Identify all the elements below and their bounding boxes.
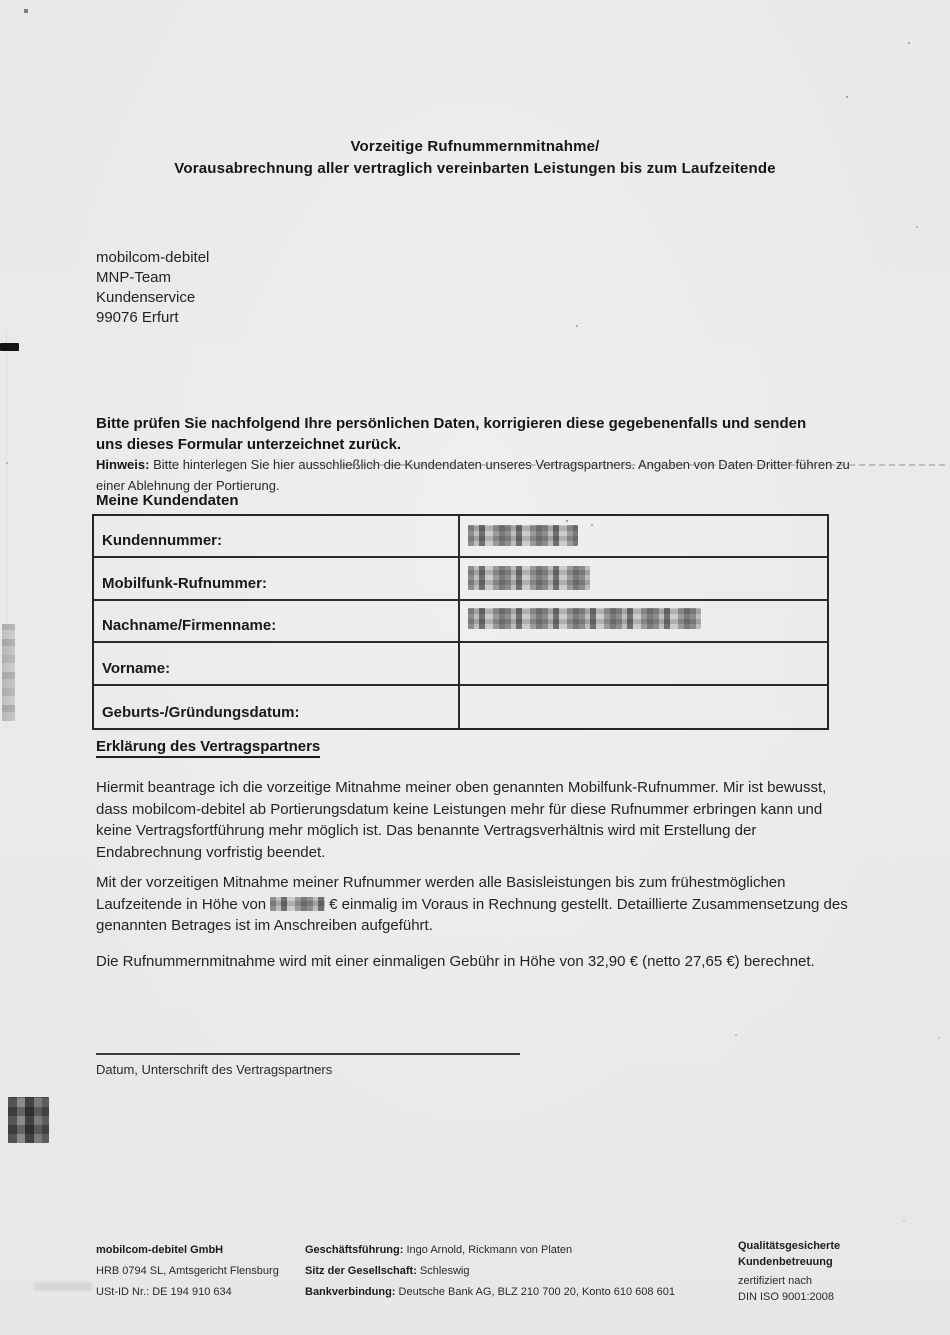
- signature-caption: Datum, Unterschrift des Vertragspartners: [96, 1062, 333, 1077]
- footer-quality-line-2: Kundenbetreuung: [738, 1255, 833, 1268]
- recipient-address-block: [96, 248, 209, 328]
- redacted-surname: [468, 608, 701, 629]
- redaction-stamp-mosaic: [8, 1097, 49, 1143]
- declaration-heading: Erklärung des Vertragspartners: [96, 738, 320, 758]
- declaration-paragraph-2: [96, 872, 858, 937]
- redacted-amount: [270, 897, 325, 911]
- table-row-value-nachname: [460, 601, 827, 643]
- table-row-label-geburtsdatum: [94, 686, 460, 728]
- scan-artifact-strip: [2, 624, 15, 721]
- table-row-label-vorname: [94, 643, 460, 685]
- paragraph-2-after: € einmalig im Voraus in Rechnung gestellt. Detaillierte Zusammensetzung des genannten Betrages ist im Anschreiben aufgeführt.: [96, 895, 848, 934]
- scan-dash-artifacts: [310, 464, 945, 466]
- faint-watermark-smudge: [34, 1282, 92, 1291]
- row-label: Kundennummer:: [102, 532, 222, 550]
- note-label: Hinweis:: [96, 457, 150, 472]
- recipient-line: Kundenservice: [96, 289, 196, 306]
- customer-data-heading: Meine Kundendaten: [96, 492, 239, 509]
- intro-note: [96, 454, 876, 496]
- footer-company-registry: HRB 0794 SL, Amtsgericht Flensburg: [96, 1265, 279, 1277]
- footer-seat-label: Sitz der Gesellschaft:: [305, 1265, 417, 1277]
- customer-data-table: [92, 514, 829, 730]
- table-row-label-kundennummer: [94, 516, 460, 558]
- row-label: Mobilfunk-Rufnummer:: [102, 574, 267, 592]
- footer-seat: [305, 1261, 675, 1282]
- footer-seat-text: Schleswig: [416, 1265, 470, 1277]
- note-text: Bitte hinterlegen Sie hier ausschließlich die Kundendaten unseres Vertragspartners. Angaben von Daten Dritter führen zu einer Ablehnung der Portierung.: [96, 457, 850, 493]
- table-row-label-nachname: [94, 601, 460, 643]
- recipient-line: 99076 Erfurt: [96, 309, 179, 326]
- declaration-paragraph-1: Hiermit beantrage ich die vorzeitige Mitnahme meiner oben genannten Mobilfunk-Rufnummer. Mir ist bewusst, dass mobilcom-debitel ab Portierungsdatum keine Leistungen mehr für diese Rufnummer erbringen kann und keine Vertragsfortführung mehr möglich ist. Das benannte Vertragsverhältnis wird mit Erstellung der Endabrechnung vorfristig beendet.: [96, 779, 827, 861]
- row-label: Vorname:: [102, 659, 171, 677]
- title-line-2: Vorausabrechnung aller vertraglich vereinbarten Leistungen bis zum Laufzeitende: [174, 160, 776, 177]
- declaration-paragraph-3: Die Rufnummernmitnahme wird mit einer einmaligen Gebühr in Höhe von 32,90 € (netto 27,65 €) berechnet.: [96, 953, 815, 970]
- table-row-label-rufnummer: [94, 558, 460, 600]
- footer-certified-line-2: DIN ISO 9001:2008: [738, 1290, 835, 1303]
- paragraph-2-before: Mit der vorzeitigen Mitnahme meiner Rufnummer werden alle Basisleistungen bis zum frühestmöglichen Laufzeitende in Höhe von: [96, 874, 786, 913]
- row-label: Nachname/Firmenname:: [102, 617, 277, 635]
- footer-bank: [305, 1282, 675, 1303]
- signature-line: [96, 1053, 520, 1055]
- redacted-customer-number: [468, 525, 578, 546]
- recipient-line: mobilcom-debitel: [96, 249, 210, 266]
- footer-company-name: mobilcom-debitel GmbH: [96, 1244, 224, 1256]
- document-title: [0, 136, 950, 180]
- footer-bank-label: Bankverbindung:: [305, 1286, 396, 1298]
- footer-management-label: Geschäftsführung:: [305, 1244, 404, 1256]
- footer-bank-text: Deutsche Bank AG, BLZ 210 700 20, Konto 610 608 601: [395, 1286, 675, 1298]
- row-label: Geburts-/Gründungsdatum:: [102, 704, 300, 721]
- footer-quality-column: [738, 1239, 840, 1305]
- recipient-line: MNP-Team: [96, 269, 172, 286]
- footer-management: [305, 1240, 675, 1261]
- title-line-1: Vorzeitige Rufnummernmitnahme/: [350, 138, 600, 155]
- footer-management-text: Ingo Arnold, Rickmann von Platen: [403, 1244, 573, 1256]
- footer-certified-line-1: zertifiziert nach: [738, 1275, 812, 1287]
- table-row-value-geburtsdatum: [460, 686, 827, 728]
- scan-edge-mark: [0, 343, 19, 351]
- table-row-value-vorname: [460, 643, 827, 685]
- redacted-phone-number: [468, 566, 590, 590]
- footer-company-column: [96, 1240, 279, 1303]
- table-row-value-kundennummer: [460, 516, 827, 558]
- intro-instruction-text: Bitte prüfen Sie nachfolgend Ihre persönlichen Daten, korrigieren diese gegebenenfalls und senden uns dieses Formular unterzeichnet zurück.: [96, 415, 807, 453]
- scan-speck-artifacts: [0, 0, 2, 2]
- footer-quality-line-1: Qualitätsgesicherte: [738, 1240, 841, 1252]
- table-row-value-rufnummer: [460, 558, 827, 600]
- footer-legal-column: [305, 1240, 675, 1303]
- footer-company-vat: USt-ID Nr.: DE 194 910 634: [96, 1286, 232, 1298]
